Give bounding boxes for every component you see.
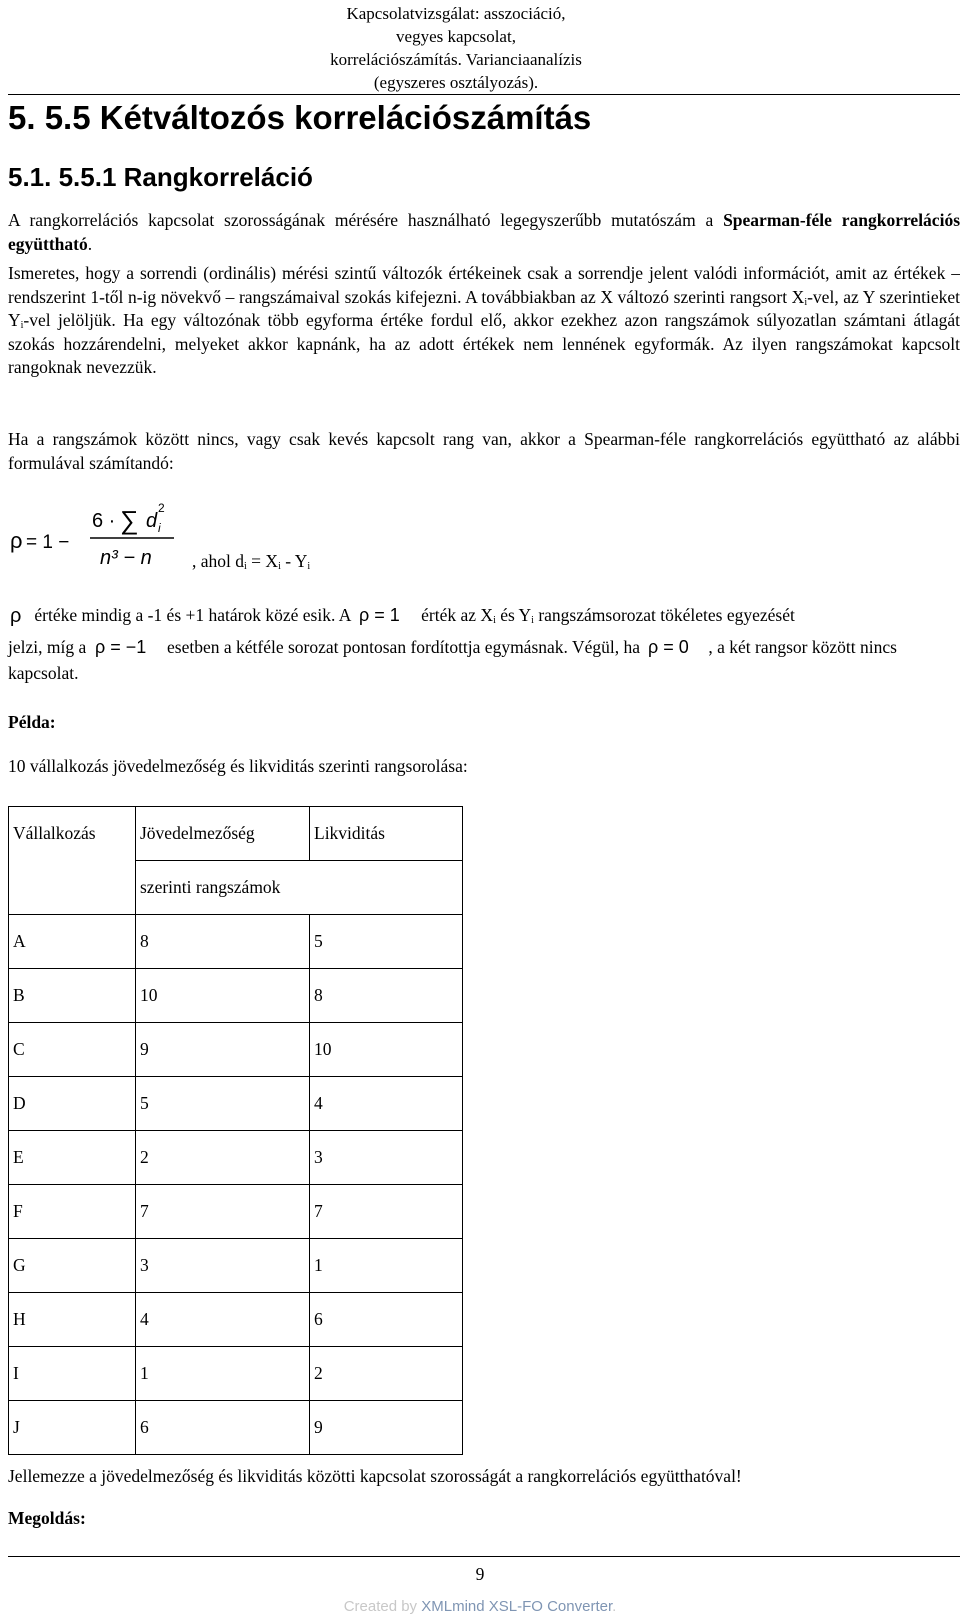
rho-equals-zero-text: ρ = 0 bbox=[648, 637, 690, 657]
subscript-i: i bbox=[20, 320, 24, 331]
rank-table bbox=[8, 806, 463, 1455]
formula-d: d bbox=[146, 510, 158, 532]
table-subheader-cell: szerinti rangszámok bbox=[136, 861, 463, 915]
table-cell: J bbox=[9, 1401, 136, 1455]
table-cell: C bbox=[9, 1023, 136, 1077]
explanation-part1: Ismeretes, hogy a sorrendi (ordinális) mérési szintű változók értékeinek csak a sorrendje jelent valódi információt, amit az értékek – rendszerint 1-től n-ig növekvő – rangszámaival szokás kifejezni. A továbbiakban az X változó szerinti rangsort X bbox=[8, 263, 960, 307]
table-cell: 8 bbox=[136, 915, 310, 969]
table-header-cell: Likviditás bbox=[310, 807, 463, 861]
table-row bbox=[9, 1077, 463, 1131]
rho-equals-one-text: ρ = 1 bbox=[358, 605, 400, 625]
intro-text: A rangkorrelációs kapcsolat szorosságának mérésére használható legegyszerűbb mutatószám a bbox=[8, 210, 724, 230]
rho-equals-one bbox=[355, 604, 417, 630]
formula-rho: ρ bbox=[10, 528, 23, 553]
table-subheader-empty bbox=[9, 861, 136, 915]
table-cell: 4 bbox=[310, 1077, 463, 1131]
table-cell: B bbox=[9, 969, 136, 1023]
table-cell: 10 bbox=[310, 1023, 463, 1077]
intro-bold-term: Spearman-féle rangkorrelációs együttható bbox=[8, 210, 960, 254]
table-cell: 2 bbox=[310, 1347, 463, 1401]
section-heading: 5. 5.5 Kétváltozós korrelációszámítás bbox=[8, 99, 592, 136]
rho-equals-zero bbox=[644, 636, 708, 662]
table-cell: 10 bbox=[136, 969, 310, 1023]
table-row bbox=[9, 1347, 463, 1401]
converter-suffix: . bbox=[612, 1598, 617, 1615]
opposite-text: esetben a kétféle sorozat pontosan fordítottja egymásnak. Végül, ha bbox=[162, 637, 645, 658]
subscript-i: i bbox=[804, 296, 808, 308]
table-cell: 7 bbox=[136, 1185, 310, 1239]
explanation-part3: -vel jelöljük. Ha egy változónak több egyforma értéke fordul elő, akkor ezekhez azon rangszámok súlyozatlan számtani átlagát szokás hozzárendelni, melyeket akkor kapnánk, ha az adott értékek nem lennének egyformák. Az ilyen rangszámokat kapcsolt rangoknak nevezzük. bbox=[8, 310, 960, 377]
table-cell: A bbox=[9, 915, 136, 969]
running-header-line: Kapcsolatvizsgálat: asszociáció, bbox=[346, 4, 566, 23]
subscript-i: i bbox=[531, 615, 534, 627]
formula-tail bbox=[192, 550, 310, 573]
rho-equals-minus-one bbox=[91, 636, 163, 662]
running-header-line: (egyszeres osztályozás). bbox=[373, 73, 539, 92]
spearman-formula bbox=[8, 498, 188, 572]
formula-i: i bbox=[158, 521, 161, 535]
table-cell: 4 bbox=[136, 1293, 310, 1347]
table-cell: 3 bbox=[310, 1131, 463, 1185]
table-cell: 5 bbox=[136, 1077, 310, 1131]
example-description: 10 vállalkozás jövedelmezőség és likviditás szerinti rangsorolása: bbox=[8, 756, 468, 776]
table-row bbox=[9, 1023, 463, 1077]
table-row bbox=[9, 1293, 463, 1347]
explanation-part2: -vel, az Y szerintieket Y bbox=[8, 286, 960, 330]
converter-brand-link[interactable]: XMLmind XSL-FO Converter bbox=[421, 1598, 613, 1615]
table-cell: 6 bbox=[136, 1401, 310, 1455]
table-cell: 1 bbox=[136, 1347, 310, 1401]
jelzi-text: jelzi, míg a bbox=[8, 637, 91, 658]
solution-label: Megoldás: bbox=[8, 1508, 86, 1528]
table-cell: F bbox=[9, 1185, 136, 1239]
converter-credit bbox=[0, 1598, 960, 1615]
table-cell: D bbox=[9, 1077, 136, 1131]
formula-one-minus: = 1 − bbox=[26, 532, 70, 553]
table-row bbox=[9, 1239, 463, 1293]
table-header-cell: Vállalkozás bbox=[9, 807, 136, 861]
table-cell: 9 bbox=[136, 1023, 310, 1077]
formula-sigma: ∑ bbox=[120, 505, 139, 535]
converter-prefix: Created by bbox=[343, 1598, 422, 1615]
table-cell: 5 bbox=[310, 915, 463, 969]
formula-tail-minus: - Y bbox=[280, 551, 308, 571]
table-cell: 3 bbox=[136, 1239, 310, 1293]
rho-symbol bbox=[8, 606, 30, 628]
running-header bbox=[296, 2, 616, 94]
table-cell: 7 bbox=[310, 1185, 463, 1239]
rho-interpretation-line bbox=[8, 636, 960, 686]
table-cell: G bbox=[9, 1239, 136, 1293]
table-cell: 1 bbox=[310, 1239, 463, 1293]
table-subheader-row bbox=[9, 861, 463, 915]
intro-end: . bbox=[87, 233, 93, 254]
table-header-row bbox=[9, 807, 463, 861]
page-number: 9 bbox=[475, 1564, 485, 1584]
table-row bbox=[9, 915, 463, 969]
table-row bbox=[9, 969, 463, 1023]
subscript-i: i bbox=[244, 561, 247, 572]
header-rule bbox=[8, 94, 960, 95]
rho-equals-minus-one-text: ρ = −1 bbox=[94, 637, 146, 657]
subscript-i: i bbox=[493, 615, 496, 627]
table-cell: 8 bbox=[310, 969, 463, 1023]
intro-paragraph bbox=[8, 209, 960, 256]
subscript-i: i bbox=[307, 561, 311, 572]
perfect-text-3: rangszámsorozat tökéletes egyezését bbox=[533, 605, 795, 626]
explanation-paragraph bbox=[8, 262, 960, 380]
rho-glyph: ρ bbox=[10, 606, 22, 627]
example-label: Példa: bbox=[8, 712, 56, 732]
none-text: , a két rangsor között nincs kapcsolat. bbox=[8, 637, 897, 683]
table-cell: 9 bbox=[310, 1401, 463, 1455]
table-row bbox=[9, 1131, 463, 1185]
rho-range-text: értéke mindig a -1 és +1 határok közé esik. A bbox=[30, 605, 355, 626]
table-header-cell: Jövedelmezőség bbox=[136, 807, 310, 861]
running-header-line: korrelációszámítás. Varianciaanalízis bbox=[330, 50, 582, 69]
subscript-i: i bbox=[278, 561, 281, 572]
perfect-text-2: és Y bbox=[495, 605, 532, 626]
table-cell: 2 bbox=[136, 1131, 310, 1185]
table-row bbox=[9, 1185, 463, 1239]
rho-range-line bbox=[8, 604, 960, 630]
table-row bbox=[9, 1401, 463, 1455]
table-cell: H bbox=[9, 1293, 136, 1347]
formula-tail-eq: = X bbox=[246, 551, 279, 571]
formula-intro-paragraph: Ha a rangszámok között nincs, vagy csak kevés kapcsolt rang van, akkor a Spearman-féle rangkorrelációs együttható az alábbi formulával számítandó: bbox=[8, 429, 960, 473]
table-cell: E bbox=[9, 1131, 136, 1185]
formula-six: 6 · bbox=[92, 510, 116, 532]
table-cell: I bbox=[9, 1347, 136, 1401]
footer-rule bbox=[8, 1556, 960, 1557]
task-text: Jellemezze a jövedelmezőség és likviditás közötti kapcsolat szorosságát a rangkorrelációs együtthatóval! bbox=[8, 1466, 742, 1486]
formula-square: 2 bbox=[158, 501, 165, 515]
formula-denominator: n³ − n bbox=[100, 547, 152, 569]
table-cell: 6 bbox=[310, 1293, 463, 1347]
subsection-heading: 5.1. 5.5.1 Rangkorreláció bbox=[8, 162, 313, 192]
formula-tail-ahol: , ahol d bbox=[192, 551, 245, 571]
perfect-text-1: érték az X bbox=[416, 605, 494, 626]
running-header-line: vegyes kapcsolat, bbox=[396, 27, 516, 46]
